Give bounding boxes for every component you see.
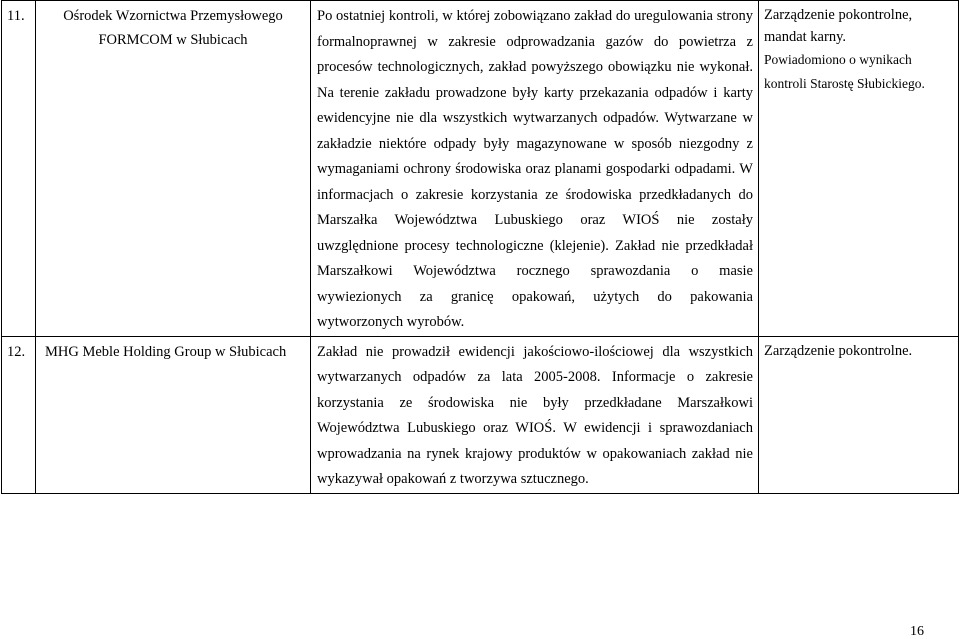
outcome-primary: Zarządzenie pokontrolne, mandat karny. (764, 7, 913, 45)
inspection-findings: Po ostatniej kontroli, w której zobowiązano zakład do uregulowania strony formalnoprawnej w zakresie odprowadzania gazów do powietrza z procesów technologicznych, zakład powyższego obowiązku nie wykonał. Na terenie zakładu prowadzone były karty przekazania odpadów i karty ewidencyjne nie dla wszystkich wytwarzanych odpadów. Wytwarzane w zakładzie niektóre odpady były magazynowane w sposób niezgodny z wymaganiami ochrony środowiska oraz planami gospodarki odpadami. W informacjach o zakresie korzystania ze środowiska przedkładanych do Marszałka Województwa Lubuskiego oraz WIOŚ nie zostały uwzględnione procesy technologiczne (klejenie). Zakład nie przedkładał Marszałkowi Województwa rocznego sprawozdania o masie wywiezionych za granicę opakowań, użytych do pakowania wytworzonych wyrobów. (311, 1, 759, 337)
row-number: 11. (2, 1, 36, 337)
inspection-outcome (759, 336, 959, 493)
page-number: 16 (910, 624, 924, 639)
table-row (2, 336, 959, 493)
outcome-primary: Zarządzenie pokontrolne. (764, 342, 913, 359)
inspection-outcome (759, 1, 959, 337)
row-number: 12. (2, 336, 36, 493)
inspection-findings: Zakład nie prowadził ewidencji jakościowo-ilościowej dla wszystkich wytwarzanych odpadów za lata 2005-2008. Informacje o zakresie korzystania ze środowiska nie były przedkładane Marszałkowi Województwa Lubuskiego oraz WIOŚ. W ewidencji i sprawozdaniach wprowadzania na rynek krajowy produktów w opakowaniach zakład nie wykazywał opakowań z tworzywa sztucznego. (311, 336, 759, 493)
outcome-secondary: Powiadomiono o wynikach kontroli Starostę Słubickiego. (764, 52, 925, 91)
table-row (2, 1, 959, 337)
inspected-entity: Ośrodek Wzornictwa Przemysłowego FORMCOM w Słubicach (36, 1, 311, 337)
inspection-results-table (1, 0, 959, 494)
inspected-entity: MHG Meble Holding Group w Słubicach (36, 336, 311, 493)
